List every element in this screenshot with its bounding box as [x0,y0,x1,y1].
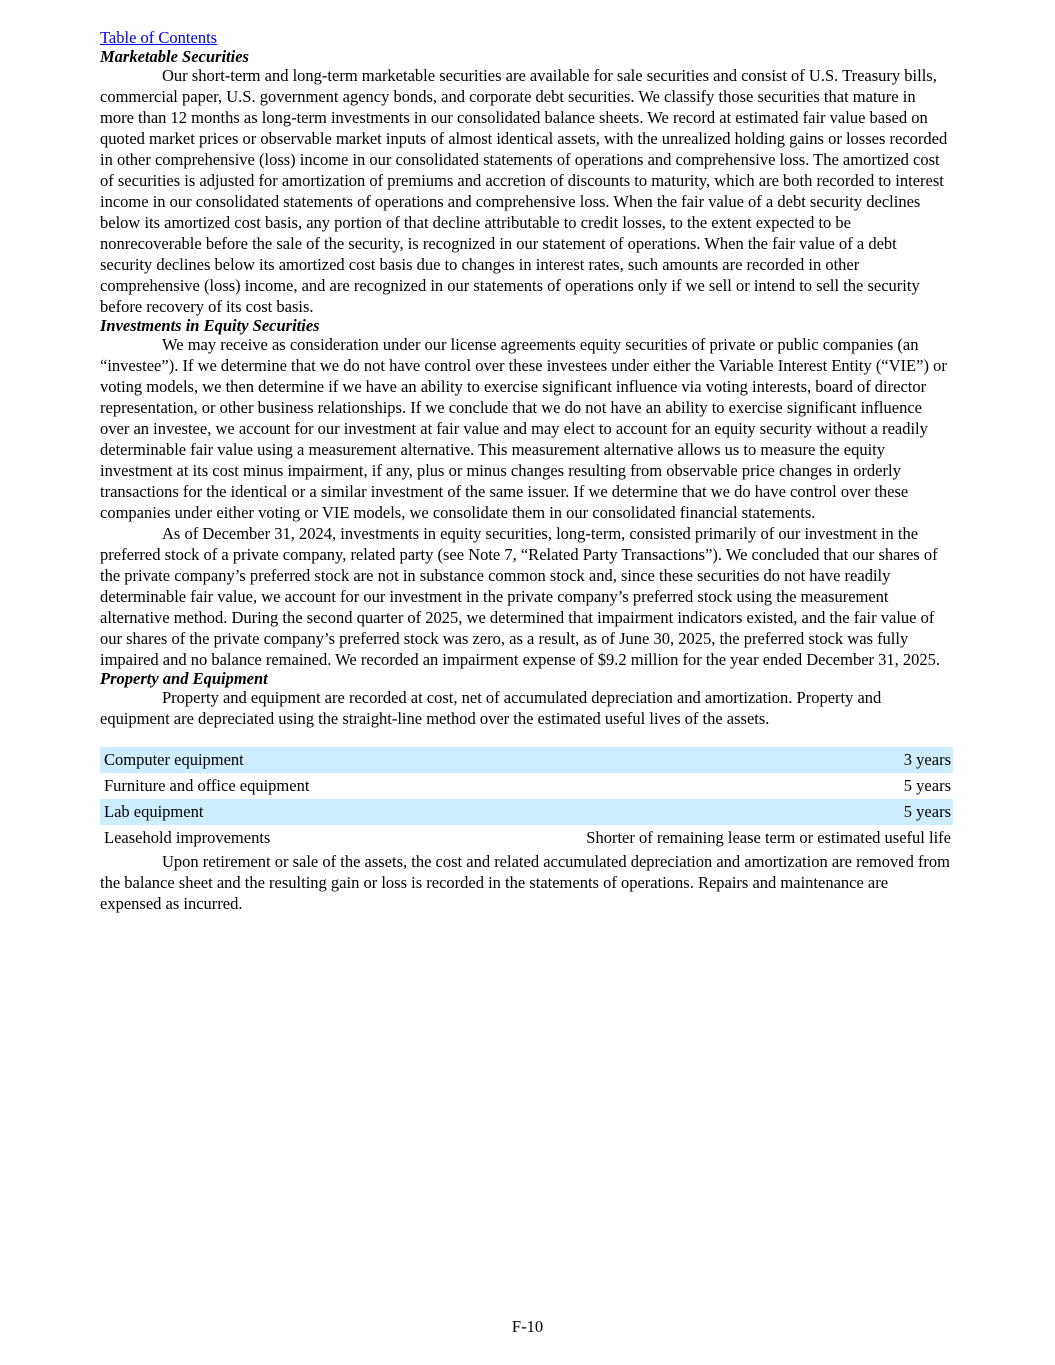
asset-class-cell: Leasehold improvements [104,828,271,847]
page-number: F-10 [511,1317,544,1336]
paragraph-marketable-securities: Our short-term and long-term marketable securities are available for sale securities and consist of U.S. Treasury bills, commercial paper, U.S. government agency bonds, and corporate debt securities. We classify those securities that mature in more than 12 months as long-term investments in our consolidated balance sheets. We record at estimated fair value based on quoted market prices or observable market inputs of almost identical assets, with the unrealized holding gains or losses recorded in other comprehensive (loss) income in our consolidated statements of operations and comprehensive loss. The amortized cost of securities is adjusted for amortization of premiums and accretion of discounts to maturity, which are both recorded to interest income in our consolidated statements of operations and comprehensive loss. When the fair value of a debt security declines below its amortized cost basis, any portion of that decline attributable to credit losses, to the extent expected to be nonrecoverable before the sale of the security, is recognized in our statement of operations. When the fair value of a debt security declines below its amortized cost basis due to changes in interest rates, such amounts are recorded in other comprehensive (loss) income, and are recognized in our statements of operations only if we sell or intend to sell the security before recovery of its cost basis. [100,66,948,316]
paragraph-property-and-equipment: Property and equipment are recorded at cost, net of accumulated depreciation and amortization. Property and equipment are depreciated using the straight-line method over the estimated useful lives of the assets. [100,688,882,728]
table-row [100,799,953,825]
asset-class-cell: Furniture and office equipment [104,776,310,795]
asset-class-cell: Lab equipment [104,802,204,821]
useful-life-table [100,747,953,851]
useful-life-cell: 5 years [903,802,951,821]
table-row [100,825,953,851]
section-heading-property-and-equipment: Property and Equipment [100,669,268,688]
paragraph-equity-securities-1: We may receive as consideration under our license agreements equity securities of private or public companies (an “investee”). If we determine that we do not have control over these investees under either the Variable Interest Entity (“VIE”) or voting models, we then determine if we have an ability to exercise significant influence via voting interests, board of director representation, or other business relationships. If we conclude that we do not have an ability to exercise significant influence over an investee, we account for our investment at fair value and may elect to account for an equity security without a readily determinable fair value using a measurement alternative. This measurement alternative allows us to measure the equity investment at its cost minus impairment, if any, plus or minus changes resulting from observable price changes in orderly transactions for the identical or a similar investment of the same issuer. If we determine that we do have control over these companies under either voting or VIE models, we consolidate them in our consolidated financial statements. [100,335,947,522]
paragraph-equity-securities-2: As of December 31, 2024, investments in equity securities, long-term, consisted primarily of our investment in the preferred stock of a private company, related party (see Note 7, “Related Party Transactions”). We concluded that our shares of the private company’s preferred stock are not in substance common stock and, since these securities do not have readily determinable fair value, we account for our investment in the private company’s preferred stock using the measurement alternative method. During the second quarter of 2025, we determined that impairment indicators existed, and the fair value of our shares of the private company’s preferred stock was zero, as a result, as of June 30, 2025, the preferred stock was fully impaired and no balance remained. We recorded an impairment expense of $9.2 million for the year ended December 31, 2025. [100,524,941,669]
section-heading-marketable-securities: Marketable Securities [100,47,249,66]
section-heading-investments-in-equity-securities: Investments in Equity Securities [100,316,320,335]
asset-class-cell: Computer equipment [104,750,244,769]
useful-life-cell: 3 years [903,750,951,769]
table-row [100,773,953,799]
useful-life-cell: Shorter of remaining lease term or estimated useful life [586,828,951,847]
table-of-contents-link[interactable]: Table of Contents [100,28,218,47]
table-row [100,747,953,773]
useful-life-cell: 5 years [903,776,951,795]
paragraph-retirement-or-sale: Upon retirement or sale of the assets, the cost and related accumulated depreciation and amortization are removed from the balance sheet and the resulting gain or loss is recorded in the statements of operations. Repairs and maintenance are expensed as incurred. [100,852,951,913]
